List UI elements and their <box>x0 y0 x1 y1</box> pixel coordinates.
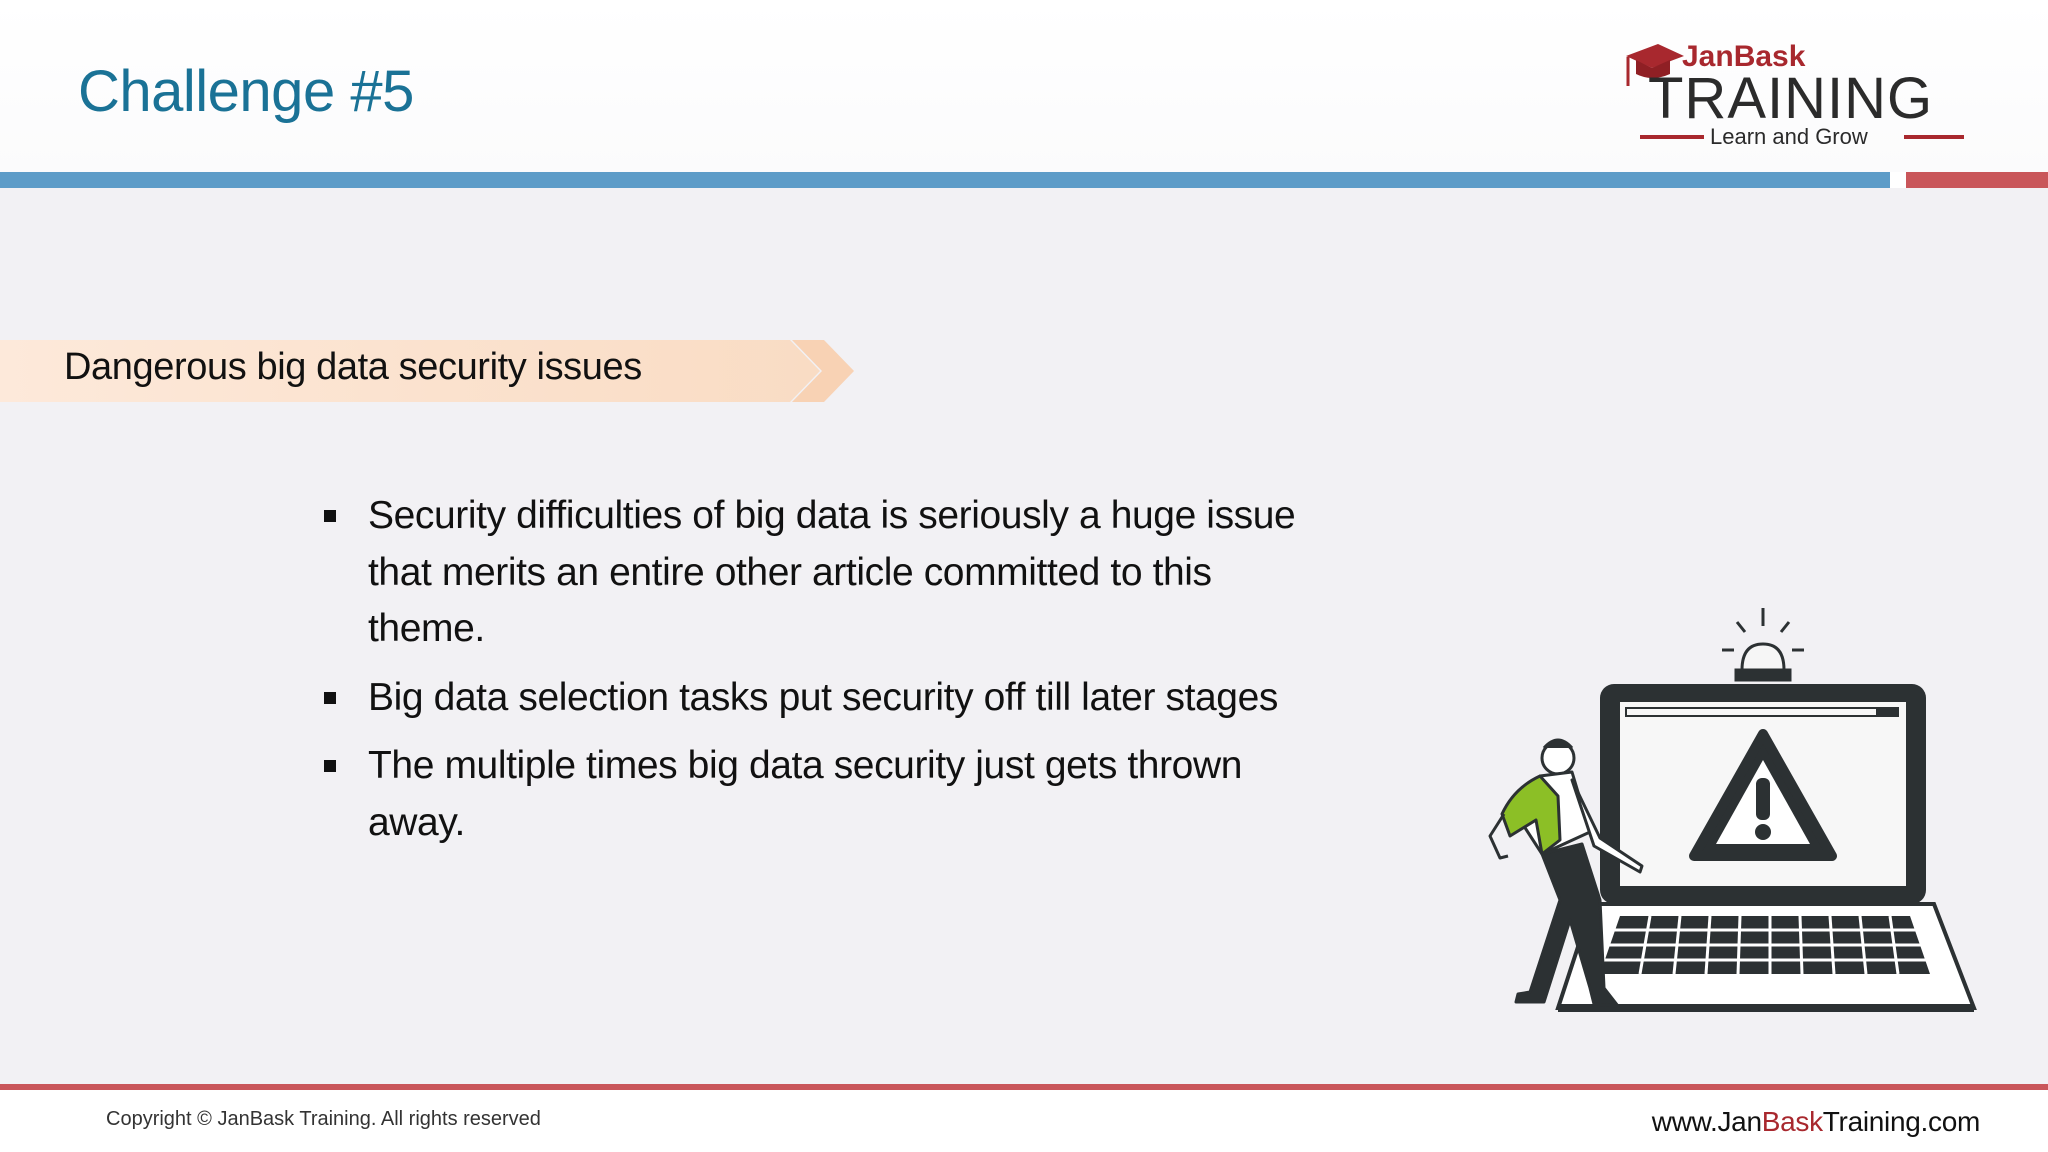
logo-tagline: Learn and Grow <box>1710 124 1868 149</box>
bullet-item <box>324 670 1324 727</box>
website-link[interactable] <box>1652 1106 1980 1138</box>
bullet-square-icon <box>324 760 336 772</box>
bullet-text: Big data selection tasks put security off till later stages <box>368 675 1278 719</box>
website-suffix: Training.com <box>1822 1106 1980 1137</box>
bullet-text: The multiple times big data security just gets thrown away. <box>368 744 1243 844</box>
subtitle-text: Dangerous big data security issues <box>64 346 642 388</box>
copyright-text: Copyright © JanBask Training. All rights reserved <box>106 1108 541 1130</box>
website-highlight: Bask <box>1761 1106 1823 1137</box>
alarm-siren-icon <box>1722 608 1804 680</box>
header-divider-blue <box>0 172 1890 188</box>
bullet-text: Security difficulties of big data is seriously a huge issue that merits an entire other article committed to this theme. <box>368 494 1296 650</box>
logo-brand: JanBask <box>1682 40 1806 73</box>
bullet-list <box>324 488 1324 863</box>
bullet-square-icon <box>324 510 336 522</box>
bullet-item <box>324 738 1324 851</box>
bullet-item <box>324 488 1324 658</box>
janbask-logo <box>1618 36 1968 158</box>
website-prefix: www.Jan <box>1651 1106 1762 1137</box>
slide-title: Challenge #5 <box>78 59 414 124</box>
security-alert-illustration <box>1460 600 1980 1040</box>
bullet-square-icon <box>324 692 336 704</box>
header-divider-red <box>1906 172 2048 188</box>
logo-name: TRAINING <box>1648 66 1934 131</box>
